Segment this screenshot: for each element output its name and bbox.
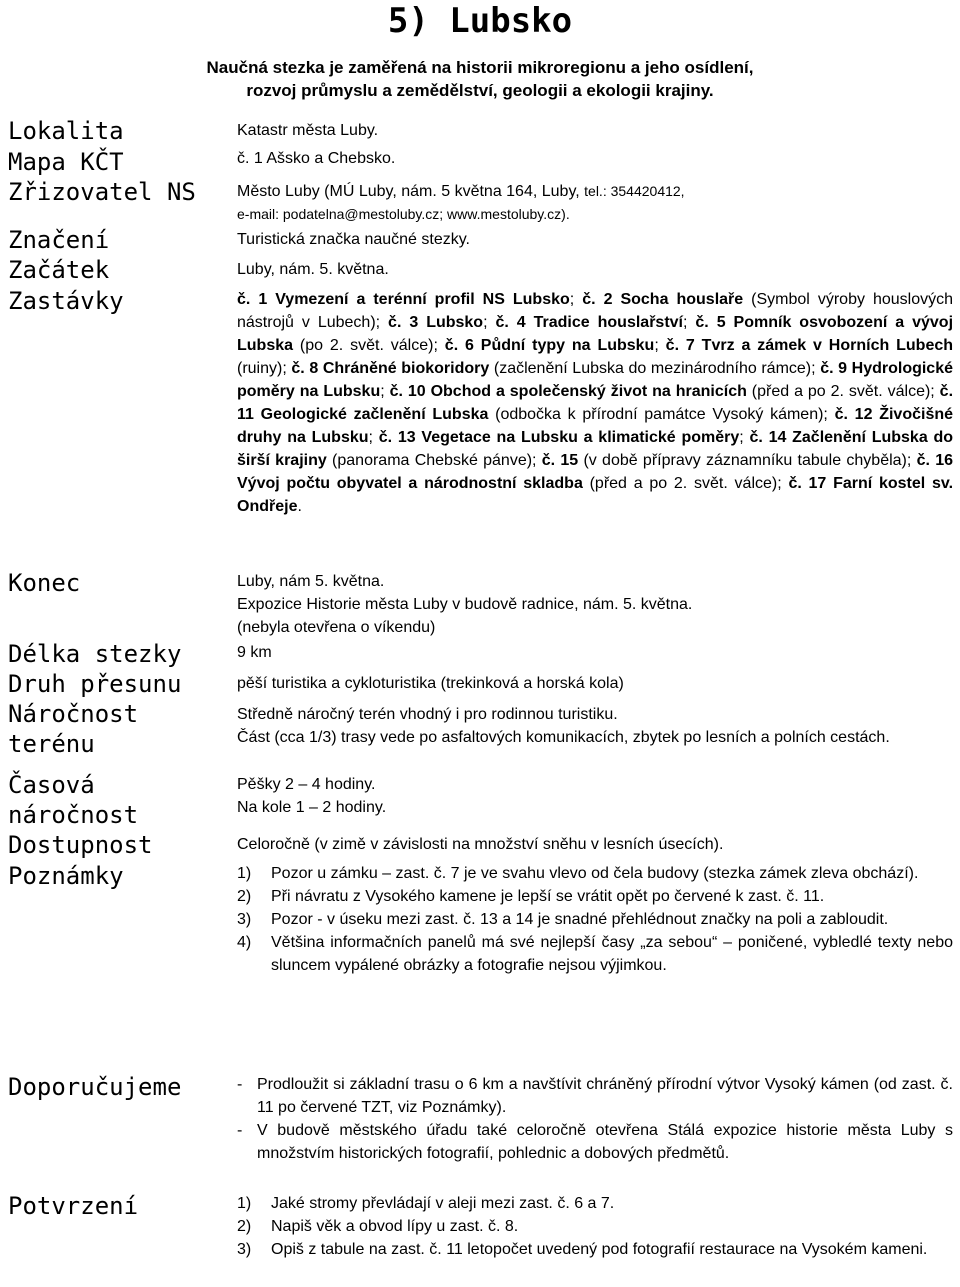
subtitle-line-2: rozvoj průmyslu a zemědělství, geologii a ekologii krajiny. [246,81,714,100]
page-title: 5) Lubsko [387,1,573,41]
value-zastavky [237,288,953,518]
label-potvrzeni: Potvrzení [8,1192,139,1220]
label-druh: Druh přesunu [8,670,182,698]
value-casova [237,773,953,819]
stop-note: ; [739,429,750,446]
note-text: Při návratu z Vysokého kamene je lepší se vrátit opět po červené k zast. č. 11. [271,888,825,905]
recommendation-text: V budově městského úřadu také celoročně otevřena Stálá expozice historie města Luby s množstvím historických fotografií, pohlednic a dobových předmětů. [257,1122,953,1162]
value-znaceni: Turistická značka naučné stezky. [237,231,470,248]
zrizovatel-address: Město Luby (MÚ Luby, nám. 5 května 164, Luby, [237,183,585,200]
value-narocnost [237,703,953,749]
label-delka: Délka stezky [8,640,182,668]
stop-name: č. 13 Vegetace na Lubsku a klimatické poměry [378,429,740,446]
konec-line: Expozice Historie města Luby v budově radnice, nám. 5. května. [237,596,693,613]
stop-note: (panorama Chebské pánve); [326,452,542,469]
label-lokalita: Lokalita [8,117,124,145]
note-item [237,931,953,977]
narocnost-line-2: Část (cca 1/3) trasy vede po asfaltových komunikacích, zbytek po lesních a polních cestách. [237,729,890,746]
stop-note: ; [654,337,666,354]
value-konec [237,570,953,639]
dash-bullet: - [237,1076,243,1093]
stop-name: č. 12 Živočišné druhy na Lubsku [237,406,954,446]
value-mapa: č. 1 Ašsko a Chebsko. [237,150,396,167]
label-narocnost-1: Náročnost [8,700,139,728]
label-narocnost-2: terénu [8,730,95,758]
note-number: 4) [237,934,252,951]
question-number: 2) [237,1218,252,1235]
note-item [237,885,953,908]
stop-note: (odbočka k přírodní památce Vysoký kámen); [488,406,835,423]
note-item [237,862,953,885]
stop-note: (po 2. svět. válce); [293,337,445,354]
stop-note: ; [569,291,583,308]
question-text: Napiš věk a obvod lípy u zast. č. 8. [271,1218,519,1235]
stop-note: . [297,498,302,515]
value-potvrzeni [237,1192,953,1261]
label-mapa: Mapa KČT [8,148,124,176]
value-poznamky [237,862,953,977]
label-konec: Konec [8,569,81,597]
label-casova-2: náročnost [8,801,139,829]
question-number: 1) [237,1195,252,1212]
stop-name: č. 14 Začlenění Lubska do širší krajiny [237,429,954,469]
recommendation-text: Prodloužit si základní trasu o 6 km a navštívit chráněný přírodní výtvor Vysoký kámen (od zast. č. 11 po červené TZT, viz Poznámky). [257,1076,953,1116]
question-number: 3) [237,1241,252,1258]
stop-note: ; [380,383,390,400]
label-casova-1: Časová [8,771,95,799]
konec-line: Luby, nám 5. května. [237,573,385,590]
recommendation-item [237,1119,953,1165]
stop-note: (začlenění Lubska do mezinárodního rámce); [489,360,821,377]
note-number: 3) [237,911,252,928]
stop-note: ; [683,314,696,331]
narocnost-line-1: Středně náročný terén vhodný i pro rodinnou turistiku. [237,706,618,723]
stop-name: č. 5 Pomník osvobození a vývoj Lubska [237,314,954,354]
value-druh: pěší turistika a cykloturistika (trekinková a horská kola) [237,675,624,692]
stop-name: č. 16 Vývoj počtu obyvatel a národnostní skladba [237,452,954,492]
stop-name: č. 15 [541,452,579,469]
zrizovatel-phone: tel.: 354420412, [584,183,685,199]
value-zrizovatel [237,180,953,226]
note-text: Většina informačních panelů má své nejlepší časy „za sebou“ – poničené, vybledlé texty nebo sluncem vypálené obrázky a fotografie nejsou výjimkou. [271,934,953,974]
stop-name: č. 1 Vymezení a terénní profil NS Lubsko [237,291,570,308]
value-delka: 9 km [237,644,272,661]
question-text: Jaké stromy převládají v aleji mezi zast. č. 6 a 7. [271,1195,615,1212]
label-poznamky: Poznámky [8,862,124,890]
casova-line-1: Pěšky 2 – 4 hodiny. [237,776,376,793]
value-dostupnost: Celoročně (v zimě v závislosti na množství sněhu v lesních úsecích). [237,836,724,853]
label-zrizovatel: Zřizovatel NS [8,178,196,206]
note-number: 1) [237,865,252,882]
note-text: Pozor - v úseku mezi zast. č. 13 a 14 je snadné přehlédnout značky na poli a zabloudit. [271,911,889,928]
note-text: Pozor u zámku – zast. č. 7 je ve svahu vlevo od čela budovy (stezka zámek zleva obchází). [271,865,919,882]
stop-note: ; [483,314,496,331]
value-lokalita: Katastr města Luby. [237,122,379,139]
stop-name: č. 10 Obchod a společenský život na hranicích [389,383,747,400]
stop-note: ; [368,429,379,446]
subtitle-line-1: Naučná stezka je zaměřená na historii mikroregionu a jeho osídlení, [206,58,754,77]
label-zacatek: Začátek [8,256,110,284]
label-doporucujeme: Doporučujeme [8,1073,182,1101]
stop-name: č. 2 Socha houslaře [582,291,744,308]
stop-name: č. 6 Půdní typy na Lubsku [444,337,655,354]
stop-name: č. 9 Hydrologické poměry na Lubsku [237,360,953,400]
stop-name: č. 11 Geologické začlenění Lubska [237,383,954,423]
value-zacatek: Luby, nám. 5. května. [237,261,389,278]
note-item [237,908,953,931]
stop-note: (před a po 2. svět. válce); [746,383,940,400]
note-number: 2) [237,888,252,905]
casova-line-2: Na kole 1 – 2 hodiny. [237,799,387,816]
recommendation-item [237,1073,953,1119]
stop-name: č. 17 Farní kostel sv. Ondřeje [237,475,954,515]
question-item [237,1215,953,1238]
stop-note: (Symbol výroby houslových nástrojů v Lubech); [237,291,954,331]
label-zastavky: Zastávky [8,287,124,315]
question-item [237,1238,953,1261]
zrizovatel-email: e-mail: podatelna@mestoluby.cz; www.mestoluby.cz). [237,206,570,222]
stop-name: č. 8 Chráněné biokoridory [291,360,490,377]
stop-name: č. 4 Tradice houslařství [495,314,683,331]
stop-note: (před a po 2. svět. válce); [582,475,789,492]
stop-name: č. 3 Lubsko [388,314,484,331]
label-znaceni: Značení [8,226,110,254]
stop-note: (ruiny); [237,360,292,377]
question-text: Opiš z tabule na zast. č. 11 letopočet uvedený pod fotografií restaurace na Vysokém kameni. [271,1241,928,1258]
konec-line: (nebyla otevřena o víkendu) [237,619,436,636]
stop-note: (v době přípravy záznamníku tabule chyběla); [578,452,917,469]
value-doporucujeme [237,1073,953,1165]
stop-name: č. 7 Tvrz a zámek v Horních Lubech [665,337,954,354]
label-dostupnost: Dostupnost [8,831,153,859]
question-item [237,1192,953,1215]
dash-bullet: - [237,1122,243,1139]
